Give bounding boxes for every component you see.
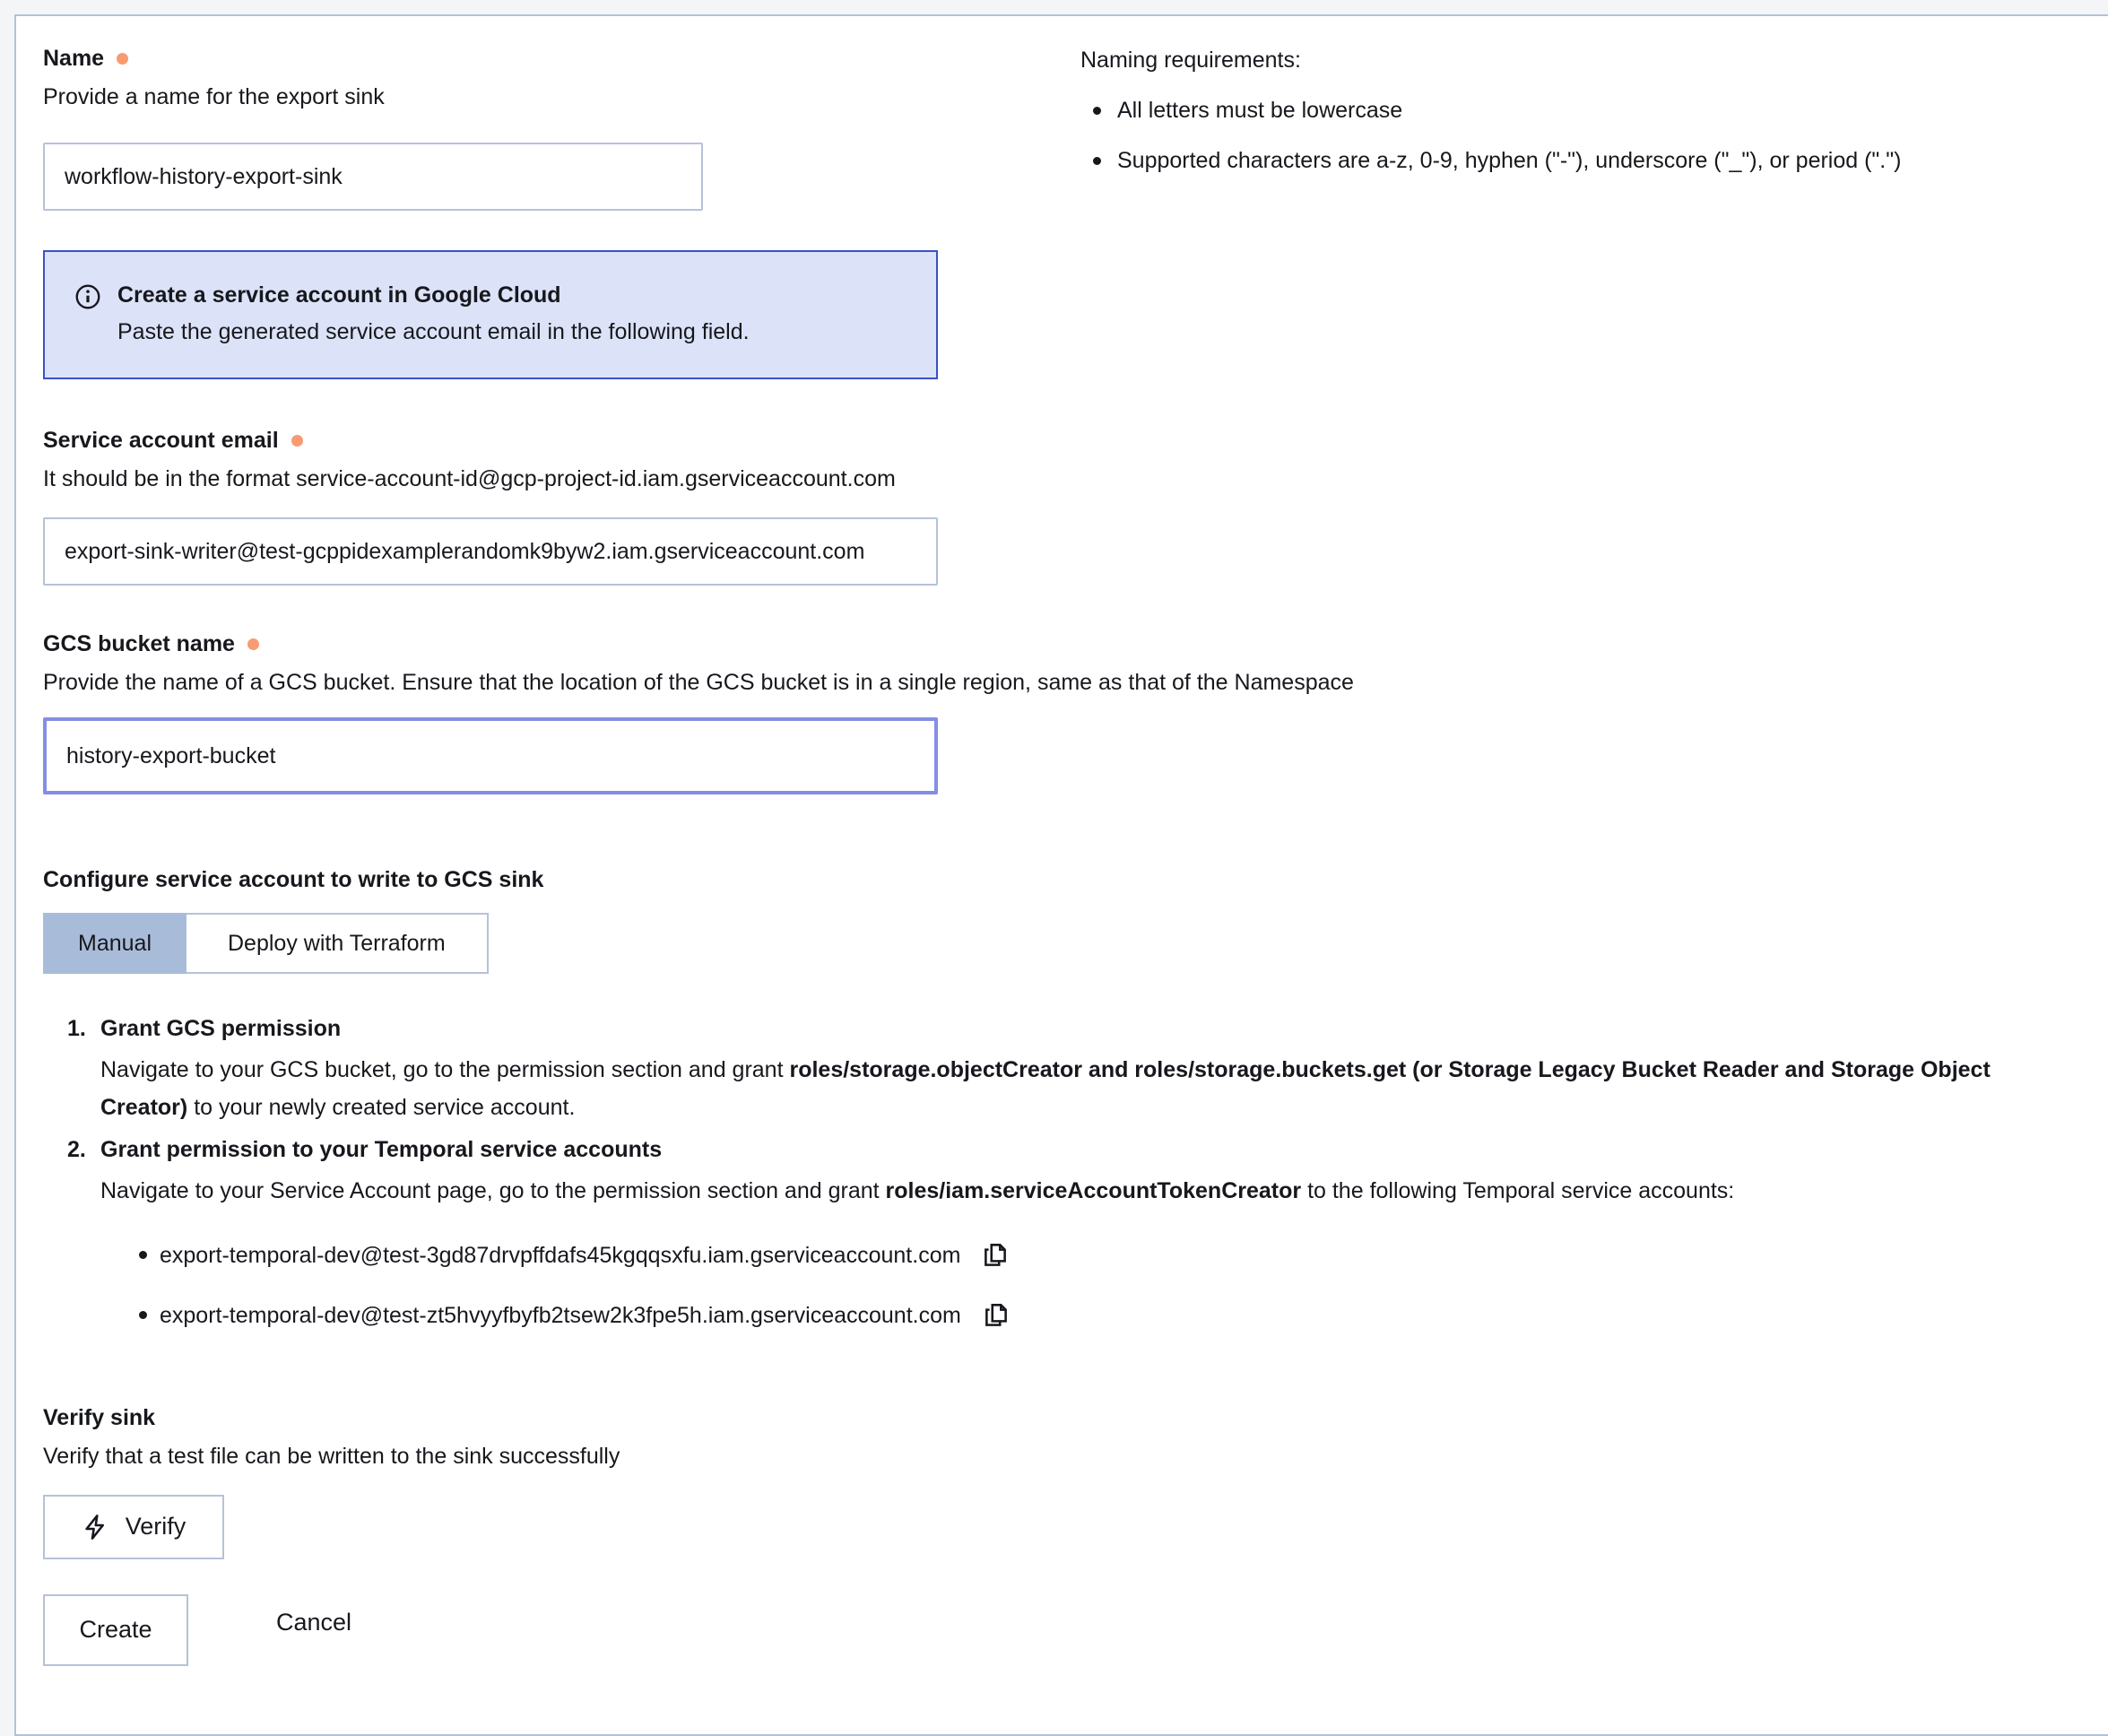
configure-heading: Configure service account to write to GCS sink — [43, 867, 544, 892]
lightning-icon — [82, 1513, 110, 1541]
export-sink-form-panel — [14, 14, 2108, 1736]
temporal-account-row — [139, 1300, 2069, 1331]
name-section — [43, 43, 2069, 211]
cancel-button[interactable]: Cancel — [276, 1594, 351, 1636]
info-banner-title: Create a service account in Google Cloud — [117, 282, 561, 308]
info-icon — [74, 282, 102, 319]
configure-steps — [43, 1013, 2069, 1331]
naming-requirements-title: Naming requirements: — [1080, 48, 1301, 73]
naming-requirement-item — [1080, 145, 2103, 176]
step-body-bold: roles/iam.serviceAccountTokenCreator — [885, 1178, 1302, 1203]
verify-sink-description: Verify that a test file can be written to the sink successfully — [43, 1443, 620, 1469]
service-account-label-text: Service account email — [43, 428, 279, 453]
step-body-text: Navigate to your GCS bucket, go to the permission section and grant — [100, 1057, 790, 1082]
required-dot — [247, 638, 259, 650]
step-body — [100, 1173, 2064, 1211]
step-title-row — [67, 1013, 2069, 1044]
step-number: 1. — [67, 1016, 86, 1041]
step-grant-gcs-permission — [43, 1013, 2069, 1126]
info-banner-body: Paste the generated service account email in the following field. — [117, 319, 750, 344]
temporal-service-accounts — [43, 1240, 2069, 1331]
bucket-input[interactable] — [43, 717, 938, 794]
step-title-row — [67, 1134, 2069, 1165]
step-grant-temporal-permission — [43, 1134, 2069, 1211]
info-banner-text — [117, 280, 750, 347]
configure-tabs — [43, 913, 2069, 974]
service-account-description: It should be in the format service-account-id@gcp-project-id.iam.gserviceaccount.com — [43, 466, 896, 491]
bucket-label — [43, 629, 2069, 659]
service-account-label — [43, 425, 2069, 456]
create-button[interactable]: Create — [43, 1594, 188, 1666]
step-body-text: to the following Temporal service accounts: — [1301, 1178, 1735, 1203]
verify-button-label: Verify — [125, 1513, 187, 1540]
bucket-label-text: GCS bucket name — [43, 631, 235, 656]
required-dot — [291, 435, 303, 447]
required-dot — [117, 53, 128, 65]
step-title: Grant permission to your Temporal service accounts — [100, 1137, 663, 1162]
verify-sink-heading: Verify sink — [43, 1404, 156, 1430]
naming-requirement-item — [1080, 95, 2103, 126]
tab-manual[interactable]: Manual — [43, 913, 187, 974]
temporal-account-row — [139, 1240, 2069, 1271]
temporal-account-email: export-temporal-dev@test-zt5hvyyfbyfb2tsew2k3fpe5h.iam.gserviceaccount.com — [160, 1302, 961, 1328]
bullet-icon — [1093, 157, 1101, 165]
naming-requirement-text: Supported characters are a-z, 0-9, hyphen ("-"), underscore ("_"), or period (".") — [1117, 148, 1902, 173]
verify-button[interactable] — [43, 1495, 224, 1559]
step-title: Grant GCS permission — [100, 1016, 342, 1041]
step-body-text: to your newly created service account. — [187, 1094, 576, 1120]
name-description: Provide a name for the export sink — [43, 84, 385, 109]
temporal-account-email: export-temporal-dev@test-3gd87drvpffdafs45kgqqsxfu.iam.gserviceaccount.com — [160, 1242, 961, 1268]
step-body — [100, 1052, 2064, 1126]
naming-requirement-text: All letters must be lowercase — [1117, 98, 1403, 123]
service-account-section — [43, 425, 2069, 586]
naming-requirements — [1080, 45, 2103, 176]
bullet-icon — [139, 1311, 147, 1319]
service-account-input[interactable] — [43, 517, 938, 586]
copy-button[interactable] — [981, 1300, 1011, 1331]
bucket-description: Provide the name of a GCS bucket. Ensure that the location of the GCS bucket is in a single region, same as that of the Namespace — [43, 670, 1354, 695]
tab-deploy-with-terraform[interactable]: Deploy with Terraform — [187, 913, 489, 974]
step-number: 2. — [67, 1137, 86, 1162]
bullet-icon — [1093, 107, 1101, 115]
info-banner — [43, 250, 938, 379]
step-body-bold: roles/storage.objectCreator and roles/storage.buckets.get (or Storage Legacy Bucket Reader and Storage Object Creator) — [100, 1057, 1991, 1120]
bullet-icon — [139, 1251, 147, 1259]
copy-button[interactable] — [980, 1240, 1011, 1271]
name-input[interactable] — [43, 143, 703, 211]
step-body-text: Navigate to your Service Account page, go to the permission section and grant — [100, 1178, 886, 1203]
form-actions — [43, 1594, 2069, 1666]
bucket-section — [43, 629, 2069, 794]
name-label-text: Name — [43, 46, 105, 71]
